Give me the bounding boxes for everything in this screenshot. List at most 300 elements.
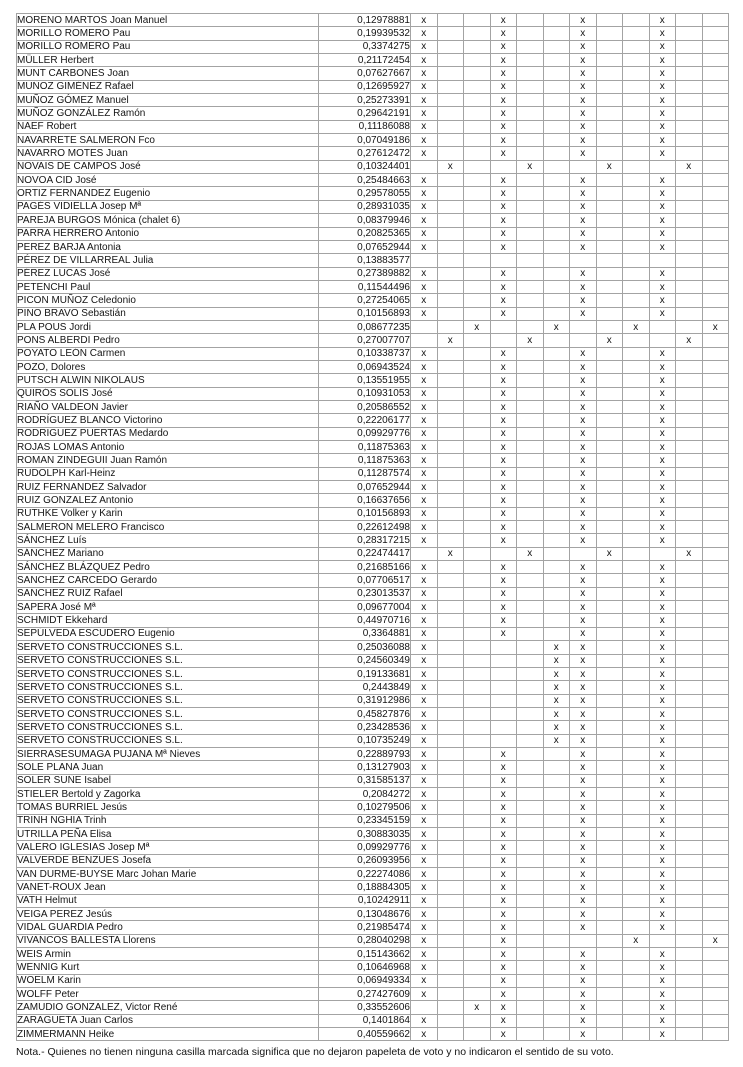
empty-vote-cell: [623, 1014, 650, 1027]
owner-name-cell: MUÑOZ GONZÁLEZ Ramón: [17, 107, 319, 120]
empty-vote-cell: [517, 881, 544, 894]
empty-vote-cell: [437, 134, 464, 147]
table-row: [17, 534, 729, 547]
empty-vote-cell: [543, 827, 570, 840]
empty-vote-cell: [623, 814, 650, 827]
coefficient-cell: 0,28931035: [319, 200, 411, 213]
empty-vote-cell: [596, 1014, 623, 1027]
empty-vote-cell: [676, 387, 703, 400]
empty-vote-cell: [464, 1014, 491, 1027]
empty-vote-cell: [517, 507, 544, 520]
vote-mark-cell: x: [649, 988, 676, 1001]
voting-table-container: [16, 13, 728, 1041]
empty-vote-cell: [437, 240, 464, 253]
empty-vote-cell: [676, 80, 703, 93]
empty-vote-cell: [543, 334, 570, 347]
vote-mark-cell: x: [411, 894, 438, 907]
empty-vote-cell: [676, 254, 703, 267]
coefficient-cell: 0,31912986: [319, 694, 411, 707]
empty-vote-cell: [517, 1001, 544, 1014]
empty-vote-cell: [596, 1028, 623, 1041]
table-row: [17, 360, 729, 373]
empty-vote-cell: [543, 494, 570, 507]
owner-name-cell: RUIZ FERNANDEZ Salvador: [17, 481, 319, 494]
empty-vote-cell: [437, 988, 464, 1001]
owner-name-cell: STIELER Bertold y Zagorka: [17, 787, 319, 800]
empty-vote-cell: [517, 667, 544, 680]
empty-vote-cell: [623, 734, 650, 747]
empty-vote-cell: [623, 374, 650, 387]
empty-vote-cell: [437, 67, 464, 80]
empty-vote-cell: [464, 387, 491, 400]
empty-vote-cell: [464, 881, 491, 894]
owner-name-cell: SANCHEZ CARCEDO Gerardo: [17, 574, 319, 587]
coefficient-cell: 0,12978881: [319, 14, 411, 27]
empty-vote-cell: [676, 921, 703, 934]
empty-vote-cell: [543, 54, 570, 67]
empty-vote-cell: [517, 801, 544, 814]
vote-mark-cell: x: [411, 641, 438, 654]
empty-vote-cell: [596, 854, 623, 867]
vote-mark-cell: x: [570, 894, 597, 907]
empty-vote-cell: [676, 587, 703, 600]
empty-vote-cell: [596, 14, 623, 27]
table-row: [17, 787, 729, 800]
empty-vote-cell: [437, 254, 464, 267]
empty-vote-cell: [623, 240, 650, 253]
empty-vote-cell: [702, 294, 729, 307]
empty-vote-cell: [464, 454, 491, 467]
vote-mark-cell: x: [490, 894, 517, 907]
empty-vote-cell: [543, 374, 570, 387]
empty-vote-cell: [702, 734, 729, 747]
empty-vote-cell: [543, 948, 570, 961]
empty-vote-cell: [437, 400, 464, 413]
coefficient-cell: 0,13551955: [319, 374, 411, 387]
empty-vote-cell: [464, 1028, 491, 1041]
empty-vote-cell: [517, 948, 544, 961]
empty-vote-cell: [676, 854, 703, 867]
vote-mark-cell: x: [490, 534, 517, 547]
vote-mark-cell: x: [570, 974, 597, 987]
empty-vote-cell: [623, 534, 650, 547]
empty-vote-cell: [623, 54, 650, 67]
vote-mark-cell: x: [411, 1014, 438, 1027]
empty-vote-cell: [464, 988, 491, 1001]
owner-name-cell: PICON MUÑOZ Celedonio: [17, 294, 319, 307]
coefficient-cell: 0,24560349: [319, 654, 411, 667]
vote-mark-cell: x: [570, 1014, 597, 1027]
vote-mark-cell: x: [411, 814, 438, 827]
coefficient-cell: 0,13883577: [319, 254, 411, 267]
table-row: [17, 240, 729, 253]
vote-mark-cell: x: [490, 374, 517, 387]
empty-vote-cell: [543, 961, 570, 974]
vote-mark-cell: x: [437, 547, 464, 560]
empty-vote-cell: [596, 80, 623, 93]
vote-mark-cell: x: [543, 707, 570, 720]
empty-vote-cell: [464, 974, 491, 987]
empty-vote-cell: [676, 107, 703, 120]
empty-vote-cell: [543, 627, 570, 640]
empty-vote-cell: [702, 67, 729, 80]
owner-name-cell: SERVETO CONSTRUCCIONES S.L.: [17, 641, 319, 654]
empty-vote-cell: [623, 80, 650, 93]
vote-mark-cell: x: [490, 614, 517, 627]
vote-mark-cell: x: [649, 174, 676, 187]
vote-mark-cell: x: [490, 921, 517, 934]
empty-vote-cell: [437, 307, 464, 320]
owner-name-cell: MORILLO ROMERO Pau: [17, 40, 319, 53]
empty-vote-cell: [437, 414, 464, 427]
empty-vote-cell: [517, 494, 544, 507]
vote-mark-cell: x: [570, 227, 597, 240]
empty-vote-cell: [437, 521, 464, 534]
empty-vote-cell: [623, 307, 650, 320]
empty-vote-cell: [517, 481, 544, 494]
owner-name-cell: MUNT CARBONES Joan: [17, 67, 319, 80]
empty-vote-cell: [437, 427, 464, 440]
empty-vote-cell: [437, 267, 464, 280]
empty-vote-cell: [702, 387, 729, 400]
empty-vote-cell: [517, 854, 544, 867]
empty-vote-cell: [437, 360, 464, 373]
vote-mark-cell: x: [649, 147, 676, 160]
empty-vote-cell: [676, 120, 703, 133]
coefficient-cell: 0,23345159: [319, 814, 411, 827]
empty-vote-cell: [702, 614, 729, 627]
empty-vote-cell: [596, 694, 623, 707]
empty-vote-cell: [596, 761, 623, 774]
empty-vote-cell: [623, 908, 650, 921]
vote-mark-cell: x: [649, 294, 676, 307]
empty-vote-cell: [437, 881, 464, 894]
empty-vote-cell: [702, 667, 729, 680]
vote-mark-cell: x: [570, 881, 597, 894]
empty-vote-cell: [517, 27, 544, 40]
vote-mark-cell: x: [490, 961, 517, 974]
empty-vote-cell: [596, 1001, 623, 1014]
empty-vote-cell: [676, 1001, 703, 1014]
empty-vote-cell: [464, 427, 491, 440]
vote-mark-cell: x: [649, 827, 676, 840]
empty-vote-cell: [490, 734, 517, 747]
owner-name-cell: WENNIG Kurt: [17, 961, 319, 974]
empty-vote-cell: [543, 614, 570, 627]
empty-vote-cell: [464, 747, 491, 760]
table-row: [17, 134, 729, 147]
vote-mark-cell: x: [411, 427, 438, 440]
empty-vote-cell: [702, 641, 729, 654]
vote-mark-cell: x: [490, 240, 517, 253]
vote-mark-cell: x: [411, 200, 438, 213]
table-row: [17, 894, 729, 907]
owner-name-cell: SERVETO CONSTRUCCIONES S.L.: [17, 681, 319, 694]
owner-name-cell: SERVETO CONSTRUCCIONES S.L.: [17, 654, 319, 667]
empty-vote-cell: [676, 694, 703, 707]
empty-vote-cell: [676, 721, 703, 734]
empty-vote-cell: [676, 467, 703, 480]
empty-vote-cell: [464, 641, 491, 654]
empty-vote-cell: [623, 601, 650, 614]
empty-vote-cell: [676, 841, 703, 854]
empty-vote-cell: [437, 801, 464, 814]
empty-vote-cell: [437, 641, 464, 654]
vote-mark-cell: x: [649, 587, 676, 600]
vote-mark-cell: x: [490, 481, 517, 494]
empty-vote-cell: [702, 801, 729, 814]
empty-vote-cell: [702, 360, 729, 373]
owner-name-cell: PEREZ BARJA Antonia: [17, 240, 319, 253]
empty-vote-cell: [437, 374, 464, 387]
empty-vote-cell: [623, 841, 650, 854]
empty-vote-cell: [437, 320, 464, 333]
empty-vote-cell: [596, 347, 623, 360]
vote-mark-cell: x: [649, 27, 676, 40]
table-row: [17, 868, 729, 881]
empty-vote-cell: [596, 561, 623, 574]
vote-mark-cell: x: [490, 814, 517, 827]
vote-mark-cell: x: [411, 721, 438, 734]
empty-vote-cell: [464, 347, 491, 360]
vote-mark-cell: x: [649, 467, 676, 480]
empty-vote-cell: [649, 254, 676, 267]
vote-mark-cell: x: [570, 601, 597, 614]
owner-name-cell: MUÑOZ GÓMEZ Manuel: [17, 94, 319, 107]
empty-vote-cell: [517, 747, 544, 760]
vote-mark-cell: x: [411, 294, 438, 307]
coefficient-cell: 0,21172454: [319, 54, 411, 67]
empty-vote-cell: [596, 494, 623, 507]
empty-vote-cell: [623, 294, 650, 307]
table-row: [17, 27, 729, 40]
empty-vote-cell: [517, 360, 544, 373]
vote-mark-cell: x: [490, 467, 517, 480]
empty-vote-cell: [437, 534, 464, 547]
table-row: [17, 707, 729, 720]
empty-vote-cell: [517, 320, 544, 333]
empty-vote-cell: [464, 280, 491, 293]
owner-name-cell: NAEF Robert: [17, 120, 319, 133]
empty-vote-cell: [676, 507, 703, 520]
empty-vote-cell: [464, 614, 491, 627]
empty-vote-cell: [676, 94, 703, 107]
vote-mark-cell: x: [649, 561, 676, 574]
vote-mark-cell: x: [490, 27, 517, 40]
table-row: [17, 574, 729, 587]
coefficient-cell: 0,21985474: [319, 921, 411, 934]
vote-mark-cell: x: [490, 948, 517, 961]
empty-vote-cell: [464, 547, 491, 560]
empty-vote-cell: [596, 94, 623, 107]
empty-vote-cell: [437, 707, 464, 720]
vote-mark-cell: x: [649, 454, 676, 467]
vote-mark-cell: x: [411, 908, 438, 921]
empty-vote-cell: [596, 641, 623, 654]
coefficient-cell: 0,07049186: [319, 134, 411, 147]
vote-mark-cell: x: [517, 334, 544, 347]
owner-name-cell: RUTHKE Volker y Karin: [17, 507, 319, 520]
vote-mark-cell: x: [411, 441, 438, 454]
empty-vote-cell: [517, 120, 544, 133]
empty-vote-cell: [676, 948, 703, 961]
vote-mark-cell: x: [490, 94, 517, 107]
empty-vote-cell: [464, 294, 491, 307]
empty-vote-cell: [517, 427, 544, 440]
empty-vote-cell: [623, 694, 650, 707]
empty-vote-cell: [437, 494, 464, 507]
empty-vote-cell: [623, 454, 650, 467]
empty-vote-cell: [676, 641, 703, 654]
empty-vote-cell: [702, 227, 729, 240]
empty-vote-cell: [464, 360, 491, 373]
empty-vote-cell: [623, 214, 650, 227]
vote-mark-cell: x: [570, 614, 597, 627]
empty-vote-cell: [517, 521, 544, 534]
empty-vote-cell: [676, 654, 703, 667]
empty-vote-cell: [464, 574, 491, 587]
empty-vote-cell: [517, 67, 544, 80]
empty-vote-cell: [676, 761, 703, 774]
empty-vote-cell: [596, 961, 623, 974]
vote-mark-cell: x: [570, 721, 597, 734]
empty-vote-cell: [676, 14, 703, 27]
vote-mark-cell: x: [411, 574, 438, 587]
vote-mark-cell: x: [649, 747, 676, 760]
coefficient-cell: 0,11875363: [319, 441, 411, 454]
empty-vote-cell: [596, 814, 623, 827]
empty-vote-cell: [676, 988, 703, 1001]
empty-vote-cell: [702, 841, 729, 854]
empty-vote-cell: [543, 80, 570, 93]
empty-vote-cell: [543, 988, 570, 1001]
owner-name-cell: SERVETO CONSTRUCCIONES S.L.: [17, 667, 319, 680]
footnote: Nota.- Quienes no tienen ninguna casilla marcada significa que no dejaron papeleta de voto y no indicaron el sentido de su voto.: [16, 1046, 614, 1058]
vote-mark-cell: x: [596, 547, 623, 560]
vote-mark-cell: x: [623, 934, 650, 947]
vote-mark-cell: x: [649, 654, 676, 667]
coefficient-cell: 0,11287574: [319, 467, 411, 480]
table-row: [17, 948, 729, 961]
empty-vote-cell: [517, 921, 544, 934]
vote-mark-cell: x: [649, 494, 676, 507]
empty-vote-cell: [702, 27, 729, 40]
empty-vote-cell: [623, 561, 650, 574]
empty-vote-cell: [517, 280, 544, 293]
vote-mark-cell: x: [570, 94, 597, 107]
empty-vote-cell: [437, 774, 464, 787]
table-row: [17, 1001, 729, 1014]
owner-name-cell: ROMAN ZINDEGUII Juan Ramón: [17, 454, 319, 467]
empty-vote-cell: [570, 547, 597, 560]
table-row: [17, 227, 729, 240]
empty-vote-cell: [702, 601, 729, 614]
empty-vote-cell: [702, 747, 729, 760]
vote-mark-cell: x: [570, 374, 597, 387]
coefficient-cell: 0,27612472: [319, 147, 411, 160]
table-row: [17, 280, 729, 293]
table-row: [17, 107, 729, 120]
empty-vote-cell: [623, 654, 650, 667]
empty-vote-cell: [437, 200, 464, 213]
empty-vote-cell: [596, 734, 623, 747]
vote-mark-cell: x: [649, 601, 676, 614]
empty-vote-cell: [517, 134, 544, 147]
owner-name-cell: RUDOLPH Karl-Heinz: [17, 467, 319, 480]
vote-mark-cell: x: [490, 107, 517, 120]
vote-mark-cell: x: [490, 908, 517, 921]
vote-mark-cell: x: [411, 1028, 438, 1041]
coefficient-cell: 0,25273391: [319, 94, 411, 107]
empty-vote-cell: [517, 787, 544, 800]
empty-vote-cell: [596, 27, 623, 40]
empty-vote-cell: [623, 67, 650, 80]
empty-vote-cell: [676, 267, 703, 280]
vote-mark-cell: x: [411, 587, 438, 600]
table-row: [17, 187, 729, 200]
vote-mark-cell: x: [543, 694, 570, 707]
owner-name-cell: MÜLLER Herbert: [17, 54, 319, 67]
vote-mark-cell: x: [490, 494, 517, 507]
vote-mark-cell: x: [570, 454, 597, 467]
vote-mark-cell: x: [570, 587, 597, 600]
empty-vote-cell: [517, 174, 544, 187]
empty-vote-cell: [623, 961, 650, 974]
table-row: [17, 80, 729, 93]
empty-vote-cell: [676, 227, 703, 240]
vote-mark-cell: x: [570, 627, 597, 640]
empty-vote-cell: [702, 414, 729, 427]
owner-name-cell: VALVERDE BENZUES Josefa: [17, 854, 319, 867]
vote-mark-cell: x: [411, 868, 438, 881]
empty-vote-cell: [676, 240, 703, 253]
owner-name-cell: SANCHEZ RUIZ Rafael: [17, 587, 319, 600]
vote-mark-cell: x: [649, 961, 676, 974]
vote-mark-cell: x: [649, 1014, 676, 1027]
empty-vote-cell: [702, 307, 729, 320]
vote-mark-cell: x: [649, 120, 676, 133]
empty-vote-cell: [543, 881, 570, 894]
owner-name-cell: SÁNCHEZ BLÁZQUEZ Pedro: [17, 561, 319, 574]
empty-vote-cell: [702, 988, 729, 1001]
empty-vote-cell: [596, 280, 623, 293]
empty-vote-cell: [596, 214, 623, 227]
empty-vote-cell: [437, 961, 464, 974]
empty-vote-cell: [596, 881, 623, 894]
empty-vote-cell: [676, 801, 703, 814]
vote-mark-cell: x: [570, 814, 597, 827]
owner-name-cell: TRINH NGHIA Trinh: [17, 814, 319, 827]
empty-vote-cell: [596, 441, 623, 454]
owner-name-cell: ORTIZ FERNANDEZ Eugenio: [17, 187, 319, 200]
empty-vote-cell: [702, 254, 729, 267]
coefficient-cell: 0,22274086: [319, 868, 411, 881]
empty-vote-cell: [596, 360, 623, 373]
empty-vote-cell: [437, 294, 464, 307]
empty-vote-cell: [702, 494, 729, 507]
empty-vote-cell: [437, 787, 464, 800]
empty-vote-cell: [437, 40, 464, 53]
coefficient-cell: 0,07652944: [319, 481, 411, 494]
coefficient-cell: 0,10646968: [319, 961, 411, 974]
vote-mark-cell: x: [570, 988, 597, 1001]
empty-vote-cell: [596, 120, 623, 133]
empty-vote-cell: [437, 894, 464, 907]
empty-vote-cell: [437, 507, 464, 520]
empty-vote-cell: [517, 414, 544, 427]
vote-mark-cell: x: [490, 454, 517, 467]
vote-mark-cell: x: [570, 921, 597, 934]
